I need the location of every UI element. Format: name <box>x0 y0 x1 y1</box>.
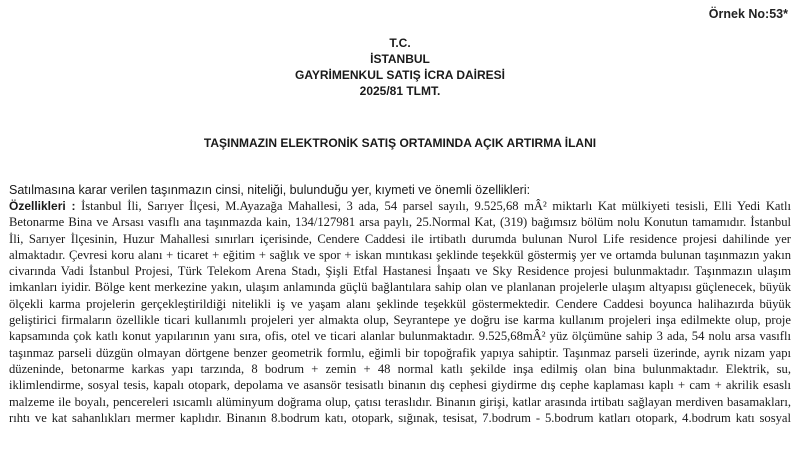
features-line: taşınmaz parseli düzgün olmayan dörtgene benzer geometrik formlu, eğimli bir topoğrafik yapıya sahiptir. Taşınmaz parseli üzerinde, ayrık nizam yapı <box>9 345 791 360</box>
header-office: GAYRİMENKUL SATIŞ İCRA DAİRESİ <box>294 68 506 82</box>
features-line: imkanları iyidir. Bölge kent merkezine yakın, ulaşım anlamında güçlü bağlantılara sahip olan ve planlanan projelerle ulaşım altyapısı güçlenecek, büyük <box>9 280 791 295</box>
intro-text: Satılmasına karar verilen taşınmazın cinsi, niteliği, bulunduğu yer, kıymeti ve önemli özellikleri: <box>9 183 531 197</box>
features-paragraph <box>9 198 791 426</box>
document-header <box>0 35 800 99</box>
header-city: İSTANBUL <box>370 52 430 66</box>
notice-title: TAŞINMAZIN ELEKTRONİK SATIŞ ORTAMINDA AÇIK ARTIRMA İLANI <box>203 136 597 150</box>
features-label: Özellikleri : <box>9 199 76 213</box>
features-line: rıhtı ve kat sahanlıkları mermer kaplıdır. Binanın 8.bodrum katı, otopark, sığınak, tesisat, 7.bodrum - 5.bodrum katları otopark, 4.bodrum katı sosyal <box>9 410 791 425</box>
features-line: düzeninde, betonarme karkas yapı tarzında, 8 bodrum + zemin + 48 normal katlı şekilde inşa edilmiş olan bina bulunmaktadır. Elektrik, su, <box>9 361 791 376</box>
features-line: almaktadır. Çevresi koru alanı + ticaret + eğitim + sağlık ve spor + iskan mıntıkası şeklinde teşekkül göstermiş yer ve ortamda bulunan taşınmazın yakın <box>9 247 791 262</box>
features-line: kapsamında çok katlı konut yapılarının yanı sıra, ofis, otel ve ticari alanlar bulunmaktadır. 9.525,68mÂ² yüz ölçümüne sahip 3 ada, 54 nolu arsa vasıflı <box>9 329 791 344</box>
features-line: Betonarme Bina ve Arsası vasıflı ana taşınmazda kain, 134/127981 arsa paylı, 25.Normal Kat, (319) bağımsız bölüm nolu Konutun tamamıdır. İstanbul <box>9 215 791 230</box>
header-file-number: 2025/81 TLMT. <box>359 84 441 98</box>
features-line: malzeme ile boyalı, pencereleri ısıcamlı alüminyum doğrama olup, çatısı teraslıdır. Binanın girişi, katlar arasında irtibatı sağlayan merdiven basamakları, <box>9 394 791 409</box>
features-line: ölçekli karma projelerin gerçekleştirildiği nitelikli iş ve yaşam alanı şeklinde teşekkül göstermektedir. Cendere Caddesi boyunca halihazırda büyük <box>9 296 791 311</box>
sample-number: Örnek No:53* <box>708 7 788 21</box>
features-line: Özellikleri : İstanbul İli, Sarıyer İlçesi, M.Ayazağa Mahallesi, 3 ada, 54 parsel sayılı, 9.525,68 mÂ² miktarlı Kat mülkiyeti tesisli, Elli Yedi Katlı <box>9 199 791 213</box>
header-republic: T.C. <box>389 36 411 50</box>
features-line: civarında Vadi İstanbul Projesi, Türk Telekom Arena Stadı, Şişli Etfal Hastanesi İnşaatı ve Sky Residence projesi bulunmaktadır. Taşınmazın ulaşım <box>9 264 791 279</box>
features-line: geliştirici firmaların özellikle ticari kullanımlı projeleri yer almakta olup, Seyrantepe ye doğru ise karma kullanım projeleri inşa edilmekte olup, proje <box>9 313 791 328</box>
features-line: iklimlendirme, sosyal tesis, kapalı otopark, depolama ve asansör tesisatlı binanın dış cephesi giydirme dış cephe kaplaması kaplı + cam + akrilik esaslı <box>9 378 791 393</box>
features-line: İli, Sarıyer İlçesinin, Huzur Mahallesi sınırları içerisinde, Cendere Caddesi ile irtibatlı durumda bulunan Nurol Life residence projesi dahilinde yer <box>9 231 791 246</box>
